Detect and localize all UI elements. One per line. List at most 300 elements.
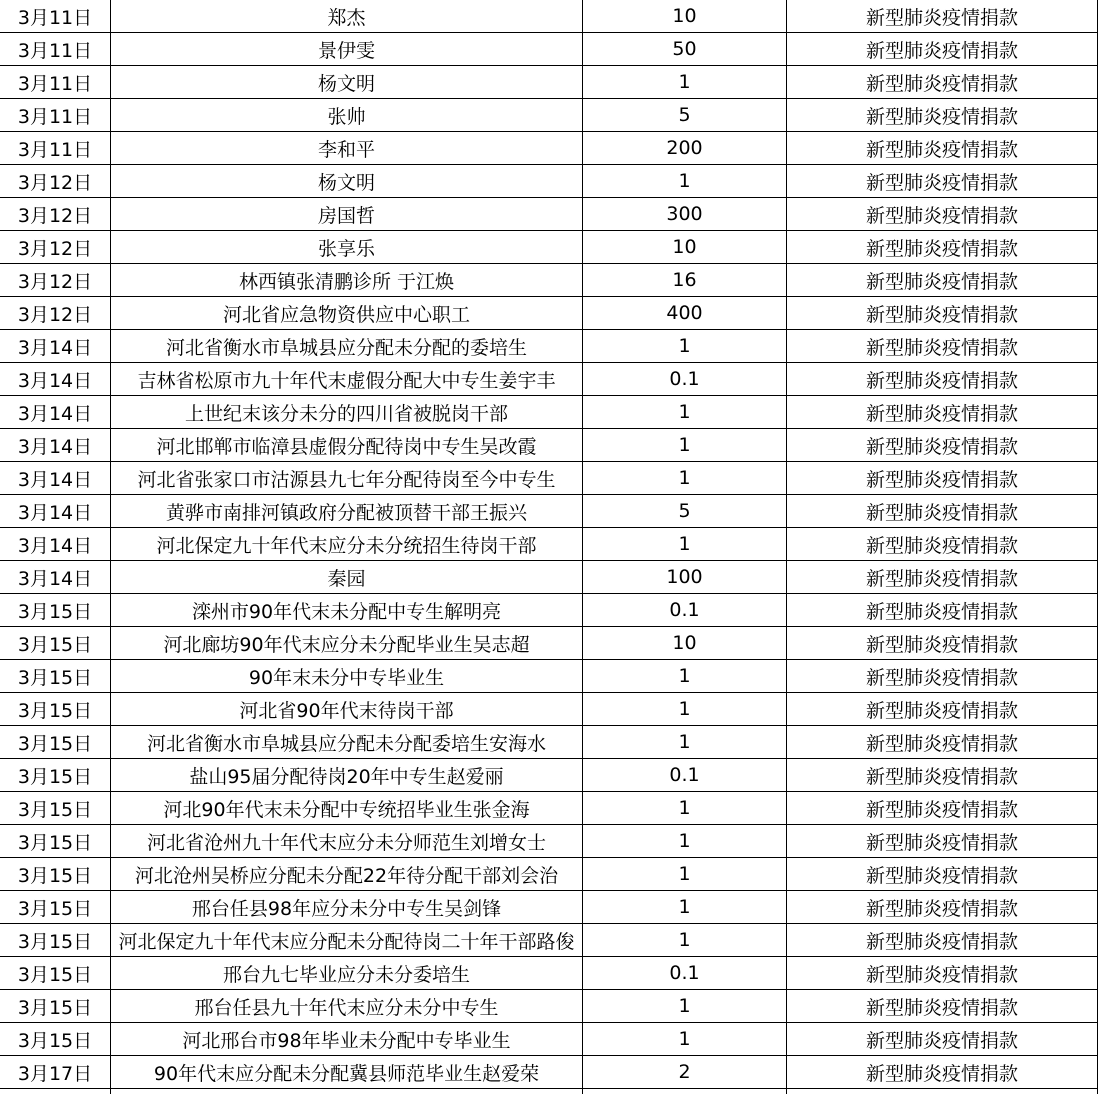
purpose-cell[interactable] (787, 198, 1098, 231)
amount-cell-text: 1 (678, 929, 691, 951)
amount-cell-text: 1 (678, 698, 691, 720)
date-cell-text: 3月15日 (17, 600, 93, 623)
donor-name-cell[interactable] (111, 1023, 583, 1056)
purpose-cell-text: 新型肺炎疫情捐款 (865, 204, 1018, 227)
donor-name-cell-text: 滦州市90年代末未分配中专生解明亮 (191, 600, 502, 623)
table-row (0, 363, 1098, 396)
donor-name-cell-text: 河北90年代末未分配中专统招毕业生张金海 (163, 798, 530, 821)
amount-cell-text: 1 (678, 863, 691, 885)
date-cell-text: 3月14日 (17, 534, 93, 557)
amount-cell-text: 1 (678, 335, 691, 357)
purpose-cell-text: 新型肺炎疫情捐款 (865, 105, 1018, 128)
purpose-cell-text: 新型肺炎疫情捐款 (865, 171, 1018, 194)
purpose-cell[interactable] (787, 330, 1098, 363)
donor-name-cell-text: 河北省衡水市阜城县应分配未分配委培生安海水 (146, 732, 546, 755)
donor-name-cell-text: 河北廊坊90年代末应分未分配毕业生吴志超 (163, 633, 530, 656)
donor-name-cell-text: 河北沧州吴桥应分配未分配22年待分配干部刘会治 (134, 864, 559, 887)
table-row (0, 1023, 1098, 1056)
partial-cell (583, 1089, 787, 1095)
amount-cell[interactable] (583, 33, 787, 66)
donor-name-cell-text: 秦园 (327, 567, 366, 590)
table-row (0, 759, 1098, 792)
date-cell-text: 3月11日 (17, 72, 93, 95)
donor-name-cell-text: 河北保定九十年代末应分配未分配待岗二十年干部路俊 (118, 930, 575, 953)
table-row (0, 825, 1098, 858)
date-cell-text: 3月14日 (17, 402, 93, 425)
date-cell-text: 3月15日 (17, 765, 93, 788)
date-cell-text: 3月15日 (17, 798, 93, 821)
donor-name-cell[interactable] (111, 495, 583, 528)
date-cell-text: 3月14日 (17, 468, 93, 491)
purpose-cell[interactable] (787, 231, 1098, 264)
purpose-cell-text: 新型肺炎疫情捐款 (865, 633, 1018, 656)
purpose-cell-text: 新型肺炎疫情捐款 (865, 930, 1018, 953)
date-cell-text: 3月15日 (17, 996, 93, 1019)
purpose-cell[interactable] (787, 957, 1098, 990)
date-cell-text: 3月15日 (17, 732, 93, 755)
donor-name-cell[interactable] (111, 1056, 583, 1089)
amount-cell[interactable] (583, 1023, 787, 1056)
amount-cell-text: 16 (672, 269, 697, 291)
date-cell[interactable] (0, 594, 111, 627)
donor-name-cell-text: 邢台九七毕业应分未分委培生 (222, 963, 470, 986)
date-cell[interactable] (0, 231, 111, 264)
amount-cell-text: 300 (666, 203, 703, 225)
purpose-cell-text: 新型肺炎疫情捐款 (865, 831, 1018, 854)
date-cell[interactable] (0, 660, 111, 693)
date-cell-text: 3月12日 (17, 171, 93, 194)
donor-name-cell-text: 张帅 (327, 105, 366, 128)
donor-name-cell[interactable] (111, 891, 583, 924)
purpose-cell[interactable] (787, 66, 1098, 99)
date-cell[interactable] (0, 957, 111, 990)
donor-name-cell[interactable] (111, 858, 583, 891)
amount-cell-text: 1 (678, 467, 691, 489)
purpose-cell[interactable] (787, 363, 1098, 396)
amount-cell-text: 200 (666, 137, 703, 159)
purpose-cell[interactable] (787, 825, 1098, 858)
donor-name-cell[interactable] (111, 231, 583, 264)
date-cell[interactable] (0, 429, 111, 462)
amount-cell-text: 1 (678, 731, 691, 753)
table-row (0, 594, 1098, 627)
donor-name-cell-text: 河北保定九十年代末应分未分统招生待岗干部 (156, 534, 537, 557)
amount-cell-text: 2 (678, 1061, 691, 1083)
partial-cell (0, 1089, 111, 1095)
donor-name-cell[interactable] (111, 726, 583, 759)
donor-name-cell[interactable] (111, 264, 583, 297)
date-cell[interactable] (0, 363, 111, 396)
amount-cell-text: 1 (678, 170, 691, 192)
table-row (0, 891, 1098, 924)
purpose-cell-text: 新型肺炎疫情捐款 (865, 468, 1018, 491)
purpose-cell-text: 新型肺炎疫情捐款 (865, 666, 1018, 689)
purpose-cell-text: 新型肺炎疫情捐款 (865, 501, 1018, 524)
amount-cell[interactable] (583, 363, 787, 396)
table-row-partial (0, 1089, 1098, 1095)
purpose-cell[interactable] (787, 33, 1098, 66)
table-row (0, 99, 1098, 132)
amount-cell-text: 10 (672, 632, 697, 654)
purpose-cell[interactable] (787, 924, 1098, 957)
date-cell-text: 3月14日 (17, 501, 93, 524)
amount-cell-text: 0.1 (669, 599, 700, 621)
table-row (0, 66, 1098, 99)
purpose-cell-text: 新型肺炎疫情捐款 (865, 369, 1018, 392)
purpose-cell[interactable] (787, 99, 1098, 132)
table-row (0, 1056, 1098, 1089)
date-cell-text: 3月14日 (17, 567, 93, 590)
date-cell[interactable] (0, 1056, 111, 1089)
table-row (0, 132, 1098, 165)
donor-name-cell[interactable] (111, 990, 583, 1023)
purpose-cell-text: 新型肺炎疫情捐款 (865, 699, 1018, 722)
donor-name-cell-text: 上世纪末该分未分的四川省被脱岗干部 (184, 402, 508, 425)
amount-cell-text: 5 (678, 104, 691, 126)
table-row (0, 528, 1098, 561)
table-row (0, 165, 1098, 198)
purpose-cell[interactable] (787, 891, 1098, 924)
date-cell-text: 3月15日 (17, 963, 93, 986)
date-cell[interactable] (0, 627, 111, 660)
amount-cell-text: 1 (678, 71, 691, 93)
amount-cell[interactable] (583, 660, 787, 693)
amount-cell-text: 1 (678, 830, 691, 852)
amount-cell[interactable] (583, 693, 787, 726)
purpose-cell-text: 新型肺炎疫情捐款 (865, 996, 1018, 1019)
donor-name-cell[interactable] (111, 429, 583, 462)
amount-cell-text: 1 (678, 896, 691, 918)
date-cell-text: 3月11日 (17, 6, 93, 29)
donor-name-cell-text: 杨文明 (317, 72, 375, 95)
purpose-cell-text: 新型肺炎疫情捐款 (865, 72, 1018, 95)
purpose-cell-text: 新型肺炎疫情捐款 (865, 534, 1018, 557)
table-row (0, 957, 1098, 990)
date-cell-text: 3月12日 (17, 270, 93, 293)
amount-cell-text: 100 (666, 566, 703, 588)
date-cell[interactable] (0, 165, 111, 198)
amount-cell[interactable] (583, 0, 787, 33)
amount-cell[interactable] (583, 594, 787, 627)
purpose-cell-text: 新型肺炎疫情捐款 (865, 600, 1018, 623)
purpose-cell-text: 新型肺炎疫情捐款 (865, 6, 1018, 29)
purpose-cell[interactable] (787, 0, 1098, 33)
donor-name-cell[interactable] (111, 594, 583, 627)
amount-cell-text: 1 (678, 1028, 691, 1050)
purpose-cell[interactable] (787, 396, 1098, 429)
donor-name-cell-text: 河北省张家口市沽源县九七年分配待岗至今中专生 (137, 468, 556, 491)
donor-name-cell[interactable] (111, 66, 583, 99)
date-cell-text: 3月12日 (17, 204, 93, 227)
donor-name-cell[interactable] (111, 660, 583, 693)
donor-name-cell[interactable] (111, 957, 583, 990)
purpose-cell-text: 新型肺炎疫情捐款 (865, 765, 1018, 788)
amount-cell-text: 0.1 (669, 962, 700, 984)
purpose-cell[interactable] (787, 495, 1098, 528)
purpose-cell[interactable] (787, 990, 1098, 1023)
amount-cell-text: 10 (672, 5, 697, 27)
amount-cell-text: 50 (672, 38, 697, 60)
amount-cell[interactable] (583, 957, 787, 990)
date-cell-text: 3月14日 (17, 435, 93, 458)
purpose-cell-text: 新型肺炎疫情捐款 (865, 798, 1018, 821)
amount-cell[interactable] (583, 66, 787, 99)
purpose-cell[interactable] (787, 462, 1098, 495)
amount-cell[interactable] (583, 891, 787, 924)
date-cell[interactable] (0, 462, 111, 495)
donor-name-cell[interactable] (111, 132, 583, 165)
donor-name-cell-text: 景伊雯 (317, 39, 375, 62)
donor-name-cell-text: 河北邯郸市临漳县虚假分配待岗中专生吴改霞 (156, 435, 537, 458)
table-row (0, 924, 1098, 957)
amount-cell-text: 400 (666, 302, 703, 324)
purpose-cell-text: 新型肺炎疫情捐款 (865, 435, 1018, 458)
amount-cell[interactable] (583, 264, 787, 297)
amount-cell[interactable] (583, 924, 787, 957)
date-cell[interactable] (0, 264, 111, 297)
donor-name-cell-text: 吉林省松原市九十年代末虚假分配大中专生姜宇丰 (137, 369, 556, 392)
purpose-cell[interactable] (787, 429, 1098, 462)
donor-name-cell[interactable] (111, 627, 583, 660)
donor-name-cell[interactable] (111, 561, 583, 594)
date-cell[interactable] (0, 561, 111, 594)
amount-cell-text: 1 (678, 434, 691, 456)
date-cell[interactable] (0, 495, 111, 528)
date-cell[interactable] (0, 99, 111, 132)
date-cell-text: 3月15日 (17, 666, 93, 689)
amount-cell[interactable] (583, 462, 787, 495)
donor-name-cell-text: 杨文明 (317, 171, 375, 194)
purpose-cell[interactable] (787, 165, 1098, 198)
table-row (0, 660, 1098, 693)
donor-name-cell-text: 盐山95届分配待岗20年中专生赵爱丽 (189, 765, 504, 788)
purpose-cell-text: 新型肺炎疫情捐款 (865, 963, 1018, 986)
table-row (0, 858, 1098, 891)
donor-name-cell-text: 房国哲 (317, 204, 375, 227)
donor-name-cell-text: 河北邢台市98年毕业未分配中专毕业生 (182, 1029, 511, 1052)
table-row (0, 231, 1098, 264)
donor-name-cell-text: 李和平 (317, 138, 375, 161)
purpose-cell[interactable] (787, 759, 1098, 792)
donor-name-cell-text: 黄骅市南排河镇政府分配被顶替干部王振兴 (165, 501, 527, 524)
table-row (0, 0, 1098, 33)
purpose-cell[interactable] (787, 792, 1098, 825)
partial-cell (111, 1089, 583, 1095)
donor-name-cell[interactable] (111, 297, 583, 330)
amount-cell-text: 0.1 (669, 368, 700, 390)
purpose-cell-text: 新型肺炎疫情捐款 (865, 897, 1018, 920)
donor-name-cell-text: 邢台任县98年应分未分中专生吴剑锋 (191, 897, 502, 920)
amount-cell-text: 10 (672, 236, 697, 258)
date-cell[interactable] (0, 759, 111, 792)
donor-name-cell-text: 张享乐 (317, 237, 375, 260)
donor-name-cell[interactable] (111, 825, 583, 858)
purpose-cell-text: 新型肺炎疫情捐款 (865, 39, 1018, 62)
donor-name-cell-text: 河北省90年代末待岗干部 (239, 699, 454, 722)
amount-cell[interactable] (583, 627, 787, 660)
donor-name-cell[interactable] (111, 0, 583, 33)
amount-cell[interactable] (583, 165, 787, 198)
purpose-cell-text: 新型肺炎疫情捐款 (865, 237, 1018, 260)
purpose-cell-text: 新型肺炎疫情捐款 (865, 732, 1018, 755)
purpose-cell[interactable] (787, 561, 1098, 594)
purpose-cell-text: 新型肺炎疫情捐款 (865, 336, 1018, 359)
donor-name-cell[interactable] (111, 330, 583, 363)
purpose-cell[interactable] (787, 594, 1098, 627)
date-cell[interactable] (0, 858, 111, 891)
date-cell[interactable] (0, 891, 111, 924)
table-row (0, 330, 1098, 363)
date-cell[interactable] (0, 0, 111, 33)
amount-cell[interactable] (583, 528, 787, 561)
date-cell-text: 3月11日 (17, 138, 93, 161)
amount-cell-text: 1 (678, 665, 691, 687)
table-row (0, 495, 1098, 528)
purpose-cell-text: 新型肺炎疫情捐款 (865, 1029, 1018, 1052)
purpose-cell-text: 新型肺炎疫情捐款 (865, 402, 1018, 425)
purpose-cell[interactable] (787, 858, 1098, 891)
donor-name-cell[interactable] (111, 792, 583, 825)
date-cell-text: 3月14日 (17, 369, 93, 392)
purpose-cell[interactable] (787, 693, 1098, 726)
purpose-cell[interactable] (787, 627, 1098, 660)
date-cell-text: 3月12日 (17, 237, 93, 260)
purpose-cell-text: 新型肺炎疫情捐款 (865, 270, 1018, 293)
date-cell[interactable] (0, 33, 111, 66)
table-row (0, 264, 1098, 297)
amount-cell-text: 1 (678, 533, 691, 555)
amount-cell-text: 0.1 (669, 764, 700, 786)
date-cell[interactable] (0, 297, 111, 330)
date-cell-text: 3月15日 (17, 930, 93, 953)
amount-cell[interactable] (583, 396, 787, 429)
table-row (0, 792, 1098, 825)
table-row (0, 462, 1098, 495)
date-cell-text: 3月15日 (17, 699, 93, 722)
amount-cell-text: 1 (678, 401, 691, 423)
amount-cell[interactable] (583, 231, 787, 264)
donor-name-cell-text: 90年代末应分配未分配冀县师范毕业生赵爱荣 (153, 1062, 540, 1085)
date-cell[interactable] (0, 528, 111, 561)
partial-cell (787, 1089, 1098, 1095)
amount-cell[interactable] (583, 792, 787, 825)
purpose-cell[interactable] (787, 297, 1098, 330)
purpose-cell[interactable] (787, 1023, 1098, 1056)
amount-cell[interactable] (583, 858, 787, 891)
purpose-cell-text: 新型肺炎疫情捐款 (865, 1062, 1018, 1085)
donor-name-cell-text: 90年末未分中专毕业生 (248, 666, 445, 689)
table-row (0, 726, 1098, 759)
amount-cell[interactable] (583, 132, 787, 165)
date-cell[interactable] (0, 792, 111, 825)
purpose-cell[interactable] (787, 726, 1098, 759)
date-cell[interactable] (0, 198, 111, 231)
date-cell-text: 3月12日 (17, 303, 93, 326)
amount-cell[interactable] (583, 561, 787, 594)
date-cell-text: 3月17日 (17, 1062, 93, 1085)
table-row (0, 33, 1098, 66)
amount-cell[interactable] (583, 330, 787, 363)
date-cell[interactable] (0, 132, 111, 165)
amount-cell[interactable] (583, 726, 787, 759)
amount-cell-text: 5 (678, 500, 691, 522)
donor-name-cell[interactable] (111, 198, 583, 231)
purpose-cell[interactable] (787, 528, 1098, 561)
amount-cell-text: 1 (678, 995, 691, 1017)
date-cell[interactable] (0, 825, 111, 858)
date-cell-text: 3月11日 (17, 39, 93, 62)
table-row (0, 297, 1098, 330)
amount-cell[interactable] (583, 495, 787, 528)
date-cell-text: 3月11日 (17, 105, 93, 128)
table-row (0, 396, 1098, 429)
amount-cell[interactable] (583, 759, 787, 792)
date-cell[interactable] (0, 726, 111, 759)
donor-name-cell-text: 邢台任县九十年代末应分未分中专生 (194, 996, 499, 1019)
date-cell[interactable] (0, 396, 111, 429)
amount-cell[interactable] (583, 825, 787, 858)
donor-name-cell[interactable] (111, 396, 583, 429)
amount-cell[interactable] (583, 297, 787, 330)
date-cell[interactable] (0, 1023, 111, 1056)
date-cell[interactable] (0, 66, 111, 99)
donor-name-cell[interactable] (111, 363, 583, 396)
purpose-cell-text: 新型肺炎疫情捐款 (865, 864, 1018, 887)
table-row (0, 693, 1098, 726)
table-row (0, 990, 1098, 1023)
table-row (0, 627, 1098, 660)
donor-name-cell[interactable] (111, 924, 583, 957)
donor-name-cell[interactable] (111, 99, 583, 132)
date-cell-text: 3月15日 (17, 633, 93, 656)
donor-name-cell-text: 河北省衡水市阜城县应分配未分配的委培生 (165, 336, 527, 359)
donor-name-cell[interactable] (111, 165, 583, 198)
date-cell-text: 3月15日 (17, 897, 93, 920)
purpose-cell[interactable] (787, 660, 1098, 693)
table-row (0, 198, 1098, 231)
amount-cell[interactable] (583, 990, 787, 1023)
date-cell[interactable] (0, 693, 111, 726)
donor-name-cell[interactable] (111, 693, 583, 726)
donor-name-cell-text: 林西镇张清鹏诊所 于江焕 (238, 270, 455, 293)
purpose-cell-text: 新型肺炎疫情捐款 (865, 567, 1018, 590)
donor-name-cell[interactable] (111, 33, 583, 66)
table-row (0, 429, 1098, 462)
table-row (0, 561, 1098, 594)
purpose-cell[interactable] (787, 1056, 1098, 1089)
donor-name-cell[interactable] (111, 462, 583, 495)
date-cell-text: 3月15日 (17, 1029, 93, 1052)
donor-name-cell-text: 河北省沧州九十年代末应分未分师范生刘增女士 (146, 831, 546, 854)
amount-cell[interactable] (583, 429, 787, 462)
date-cell[interactable] (0, 924, 111, 957)
purpose-cell[interactable] (787, 264, 1098, 297)
purpose-cell-text: 新型肺炎疫情捐款 (865, 138, 1018, 161)
amount-cell[interactable] (583, 198, 787, 231)
donor-name-cell-text: 郑杰 (327, 6, 366, 29)
date-cell[interactable] (0, 330, 111, 363)
donor-name-cell[interactable] (111, 759, 583, 792)
amount-cell[interactable] (583, 1056, 787, 1089)
date-cell-text: 3月14日 (17, 336, 93, 359)
amount-cell[interactable] (583, 99, 787, 132)
donor-name-cell[interactable] (111, 528, 583, 561)
purpose-cell[interactable] (787, 132, 1098, 165)
date-cell-text: 3月15日 (17, 831, 93, 854)
purpose-cell-text: 新型肺炎疫情捐款 (865, 303, 1018, 326)
date-cell[interactable] (0, 990, 111, 1023)
amount-cell-text: 1 (678, 797, 691, 819)
